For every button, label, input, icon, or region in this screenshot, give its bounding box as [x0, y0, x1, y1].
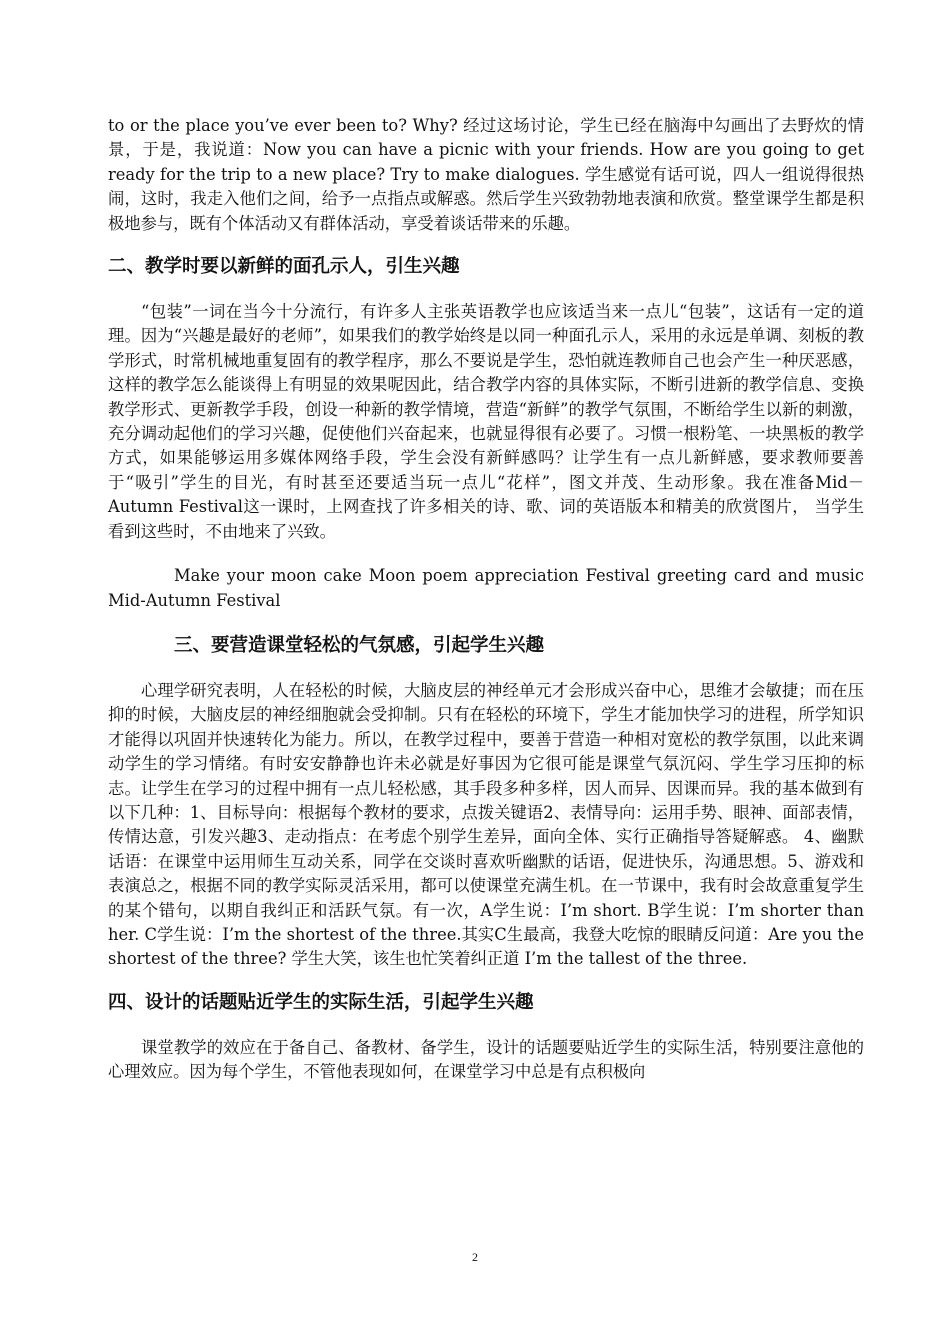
paragraph-relaxed-atmosphere: 心理学研究表明，人在轻松的时候，大脑皮层的神经单元才会形成兴奋中心，思维才会敏捷；而在压抑的时候，大脑皮层的神经细胞就会受抑制。只有在轻松的环境下，学生才能加快学习的进程，所学知识才能得以巩固并快速转化为能力。所以，在教学过程中，要善于营造一种相对宽松的教学氛围，以此来调动学生的学习情绪。有时安安静静也许未必就是好事因为它很可能是课堂气氛沉闷、学生学习压抑的标志。让学生在学习的过程中拥有一点儿轻松感，其手段多种多样，因人而异、因课而异。我的基本做到有以下几种：1、目标导向：根据每个教材的要求，点拨关键语2、表情导向：运用手势、眼神、面部表情，传情达意，引发兴趣3、走动指点：在考虑个别学生差异，面向全体、实行正确指导答疑解惑。 4、幽默话语：在课堂中运用师生互动关系，同学在交谈时喜欢听幽默的话语，促进快乐，沟通思想。5、游戏和表演总之，根据不同的教学实际灵活采用，都可以使课堂充满生机。在一节课中，我有时会故意重复学生的某个错句，以期自我纠正和活跃气氛。有一次，A学生说：I’m short. B学生说：I’m shorter than her. C学生说：I’m the shortest of the three.其实C生最高，我登大吃惊的眼睛反问道：Are you the shortest of the three? 学生大笑，该生也忙笑着纠正道 I’m the tallest of the three. [108, 680, 864, 969]
paragraph-fresh-teaching: “包装”一词在当今十分流行，有许多人主张英语教学也应该适当来一点儿“包装”，这话有一定的道理。因为“兴趣是最好的老师”，如果我们的教学始终是以同一种面孔示人，采用的永远是单调、刻板的教学形式，时常机械地重复固有的教学程序，那么不要说是学生，恐怕就连教师自己也会产生一种厌恶感，这样的教学怎么能谈得上有明显的效果呢因此，结合教学内容的具体实际，不断引进新的教学信息、变换教学形式、更新教学手段，创设一种新的教学情境，营造“新鲜”的教学气氛围，不断给学生以新的刺激，充分调动起他们的学习兴趣，促使他们兴奋起来，也就显得很有必要了。习惯一根粉笔、一块黑板的教学方式，如果能够运用多媒体网络手段，学生会没有新鲜感吗？让学生有一点儿新鲜感，要求教师要善于“吸引”学生的目光，有时甚至还要适当玩一点儿“花样”，图文并茂、生动形象。我在准备Mid－Autumn Festival这一课时，上网查找了许多相关的诗、歌、词的英语版本和精美的欣赏图片， 当学生看到这些时，不由地来了兴致。 [108, 302, 864, 541]
section-heading-3: 三、要营造课堂轻松的气氛感，引起学生兴趣 [174, 634, 545, 656]
section-heading-4: 四、设计的话题贴近学生的实际生活，引起学生兴趣 [108, 991, 534, 1013]
page-number: 2 [472, 1250, 478, 1264]
paragraph-dialogue-activity: to or the place you’ve ever been to? Why? 经过这场讨论，学生已经在脑海中勾画出了去野炊的情景，于是，我说道：Now you can have a picnic with your friends. How are you going to get ready for the trip to a new place? Try to make dialogues. 学生感觉有话可说，四人一组说得很热闹，这时，我走入他们之间，给予一点指点或解惑。然后学生兴致勃勃地表演和欣赏。整堂课学生都是积极地参与，既有个体活动又有群体活动，享受着谈话带来的乐趣。 [108, 116, 864, 233]
paragraph-real-life-topics: 课堂教学的效应在于备自己、备教材、备学生，设计的话题要贴近学生的实际生活，特别要注意他的心理效应。因为每个学生，不管他表现如何，在课堂学习中总是有点积极向 [108, 1037, 864, 1082]
document-body [108, 114, 864, 1085]
paragraph-mid-autumn-activities: Make your moon cake Moon poem appreciation Festival greeting card and music Mid-Autumn Festival [108, 566, 864, 610]
section-heading-2: 二、教学时要以新鲜的面孔示人，引生兴趣 [108, 256, 460, 278]
